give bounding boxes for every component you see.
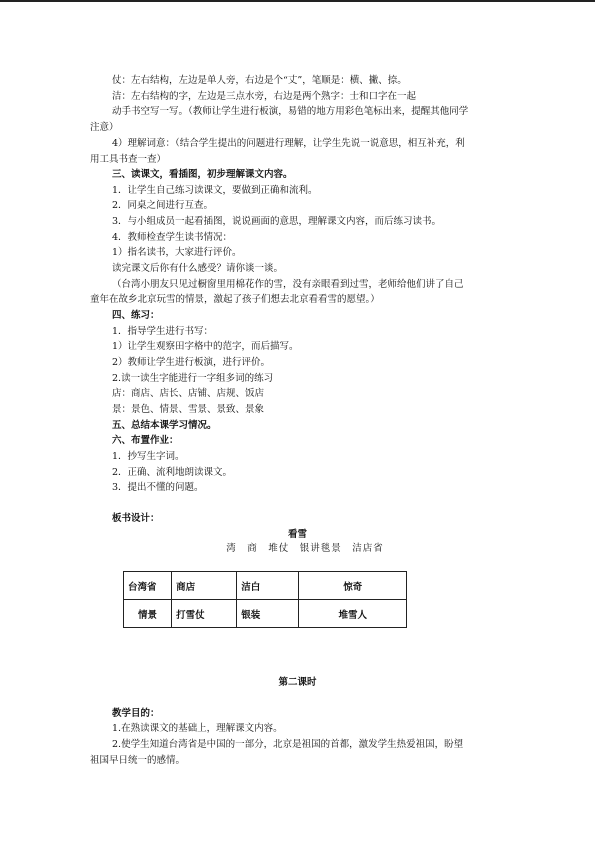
text-line: 景：景色、情景、雪景、景致、景象 [112,404,265,415]
table-cell: 商店 [172,572,237,600]
table-cell: 堆雪人 [299,600,407,628]
section-heading: 五、总结本课学习情况。 [112,420,217,431]
section-heading: 六、布置作业： [112,435,179,446]
text-line: 1．指导学生进行书写： [112,326,214,337]
text-line: 店：商店、店长、店铺、店规、饭店 [112,388,265,399]
section-heading: 教学目的： [112,708,160,719]
text-line: 1.在熟读课文的基础上，理解课文内容。 [112,723,283,734]
section-heading: 三、读课文，看插图，初步理解课文内容。 [112,169,293,180]
text-line: 仗：左右结构，左边是单人旁，右边是个“丈”，笔顺是：横、撇、捺。 [112,75,407,86]
text-line: 1．让学生自己练习读课文，要做到正确和流利。 [112,185,318,196]
text-line: （台湾小朋友只见过橱窗里用棉花作的雪，没有亲眼看到过雪，老师给他们讲了自己 [112,279,464,290]
text-line: 2.使学生知道台湾省是中国的一部分，北京是祖国的首都，激发学生热爱祖国，盼望 [112,739,464,750]
lesson-heading: 第二课时 [278,677,317,688]
text-line: 注意） [90,122,119,133]
table-cell: 银装 [237,600,299,628]
board-characters: 湾 商 堆仗 银讲毯景 洁店省 [226,543,384,554]
table-row [124,600,407,628]
text-line: 1．抄写生字词。 [112,451,185,462]
text-line: 2．同桌之间进行互查。 [112,200,214,211]
table-cell: 台湾省 [124,572,172,600]
table-cell: 惊奇 [299,572,407,600]
text-line: 用工具书查一查） [90,154,167,165]
table-cell: 打雪仗 [172,600,237,628]
board-design-heading: 板书设计： [112,513,160,524]
text-line: 读完课文后你有什么感受？请你谈一谈。 [112,263,284,274]
text-line: 祖国早日统一的感情。 [90,755,186,766]
section-heading: 四、练习： [112,310,160,321]
board-title: 看雪 [287,529,307,540]
text-line: 2）教师让学生进行板演，进行评价。 [112,357,271,368]
text-line: 童年在故乡北京玩雪的情景，激起了孩子们想去北京看看雪的愿望。） [90,294,380,305]
text-line: 2.读一读生字能进行一字组多词的练习 [112,373,274,384]
board-table [123,571,407,628]
text-line: 2．正确、流利地朗读课文。 [112,467,233,478]
text-line: 3．与小组成员一起看插图，说说画面的意思，理解课文内容，而后练习读书。 [112,216,442,227]
text-line: 动手书空写一写。（教师让学生进行板演，易错的地方用彩色笔标出来，提醒其他同学 [112,106,469,117]
table-cell: 情景 [124,600,172,628]
text-line: 1）让学生观察田字格中的范字，而后描写。 [112,341,299,352]
text-line: 洁：左右结构的字，左边是三点水旁，右边是两个熟字：士和口字在一起 [112,91,417,102]
table-row [124,572,407,600]
text-line: 1）指名读书，大家进行评价。 [112,247,242,258]
table-cell: 洁白 [237,572,299,600]
text-line: 4．教师检查学生读书情况： [112,232,233,243]
text-line: 3．提出不懂的问题。 [112,482,204,493]
text-line: 4）理解词意：（结合学生提出的问题进行理解，让学生先说一说意思，相互补充，利 [112,138,465,149]
